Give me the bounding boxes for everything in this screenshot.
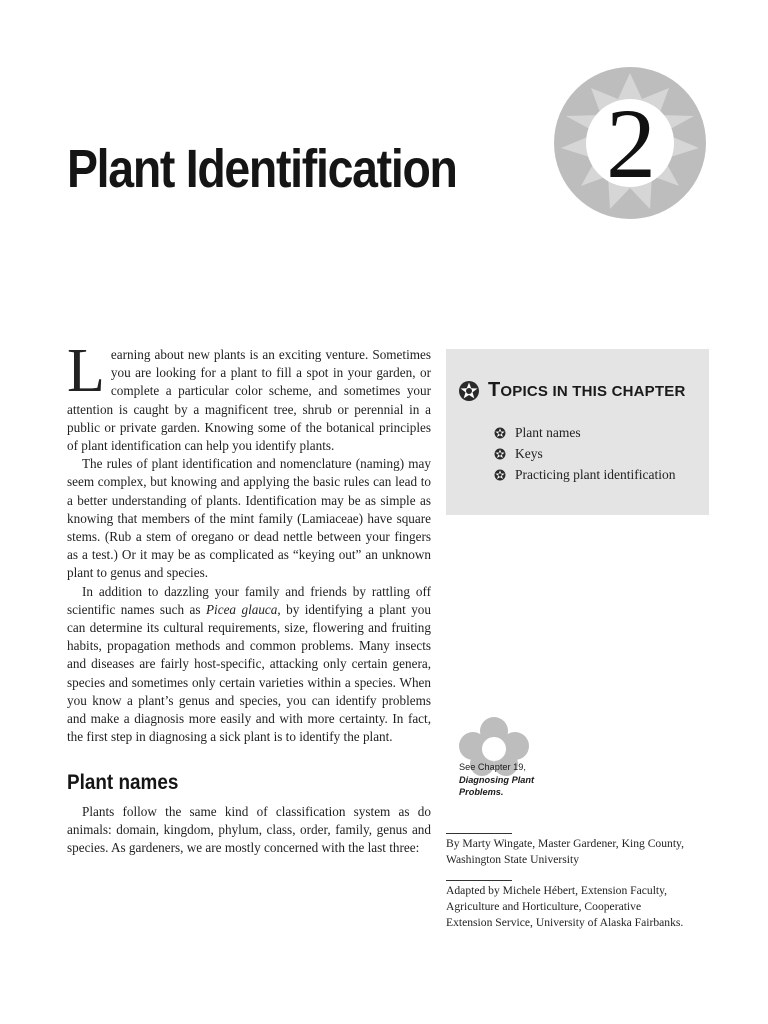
star-bullet-icon xyxy=(494,469,506,481)
topics-sidebar xyxy=(446,349,709,515)
star-bullet-icon xyxy=(494,448,506,460)
chapter-number: 2 xyxy=(606,88,656,199)
star-bullet-icon xyxy=(494,427,506,439)
divider xyxy=(446,833,512,834)
plant-names-paragraph-1: Plants follow the same kind of classification system as do animals: domain, kingdom, phylum, class, order, family, genus and species. As gardeners, we are mostly concerned with the last three: xyxy=(67,803,431,856)
author-credit: By Marty Wingate, Master Gardener, King County, Washington State University xyxy=(446,837,684,866)
drop-cap: L xyxy=(67,337,105,405)
divider xyxy=(446,880,512,881)
section-heading-plant-names: Plant names xyxy=(67,771,179,795)
scientific-name: Picea glauca xyxy=(206,601,278,617)
topics-heading: TOPICS IN THIS CHAPTER xyxy=(458,379,685,402)
chapter-number-badge xyxy=(553,64,707,222)
intro-paragraph-3: In addition to dazzling your family and friends by rattling off scientific names such as Picea glauca, by identifying a plant you can determine its cultural requirements, size, flowering and fruiting habits, propagation methods and common problems. Many insects and diseases are fairly host-specific, attacking only certain genera, species and sometimes only certain varieties within a species. When you know a plant’s genus and species, you can identify problems and make a diagnosis more easily and with more certainty. In fact, the first step in diagnosing a sick plant is to identify the plant. xyxy=(67,583,431,745)
adapted-credit: Adapted by Michele Hébert, Extension Faculty, Agriculture and Horticulture, Cooperative Extension Service, University of Alaska Fairbanks. xyxy=(446,884,684,929)
list-item: Keys xyxy=(494,443,675,464)
cross-reference-note: See Chapter 19, Diagnosing Plant Problems. xyxy=(459,762,535,797)
chapter-title: Plant Identification xyxy=(67,139,457,199)
star-bullet-icon xyxy=(458,380,480,402)
intro-paragraph-2: The rules of plant identification and nomenclature (naming) may seem complex, but knowing and applying the basic rules can lead to a better understanding of plants. Identification may be as simple as knowing that members of the mint family (Lamiaceae) have square stems. (Rub a stem of oregano or dead nettle between your fingers as a test.) Or it may be as complicated as “keying out” an unknown plant to genus and species. xyxy=(67,456,431,581)
list-item: Plant names xyxy=(494,422,675,443)
list-item: Practicing plant identification xyxy=(494,464,675,485)
topics-list xyxy=(494,422,675,485)
main-text-column xyxy=(67,337,431,857)
intro-paragraph-1: Learning about new plants is an exciting venture. Sometimes you are looking for a plant to fill a spot in your garden, or complete a particular color scheme, and sometimes your attention is caught by a magnificent tree, shrub or perennial in a public or private garden. Knowing some of the botanical principles of plant identification can help you identify plants. xyxy=(67,337,431,454)
